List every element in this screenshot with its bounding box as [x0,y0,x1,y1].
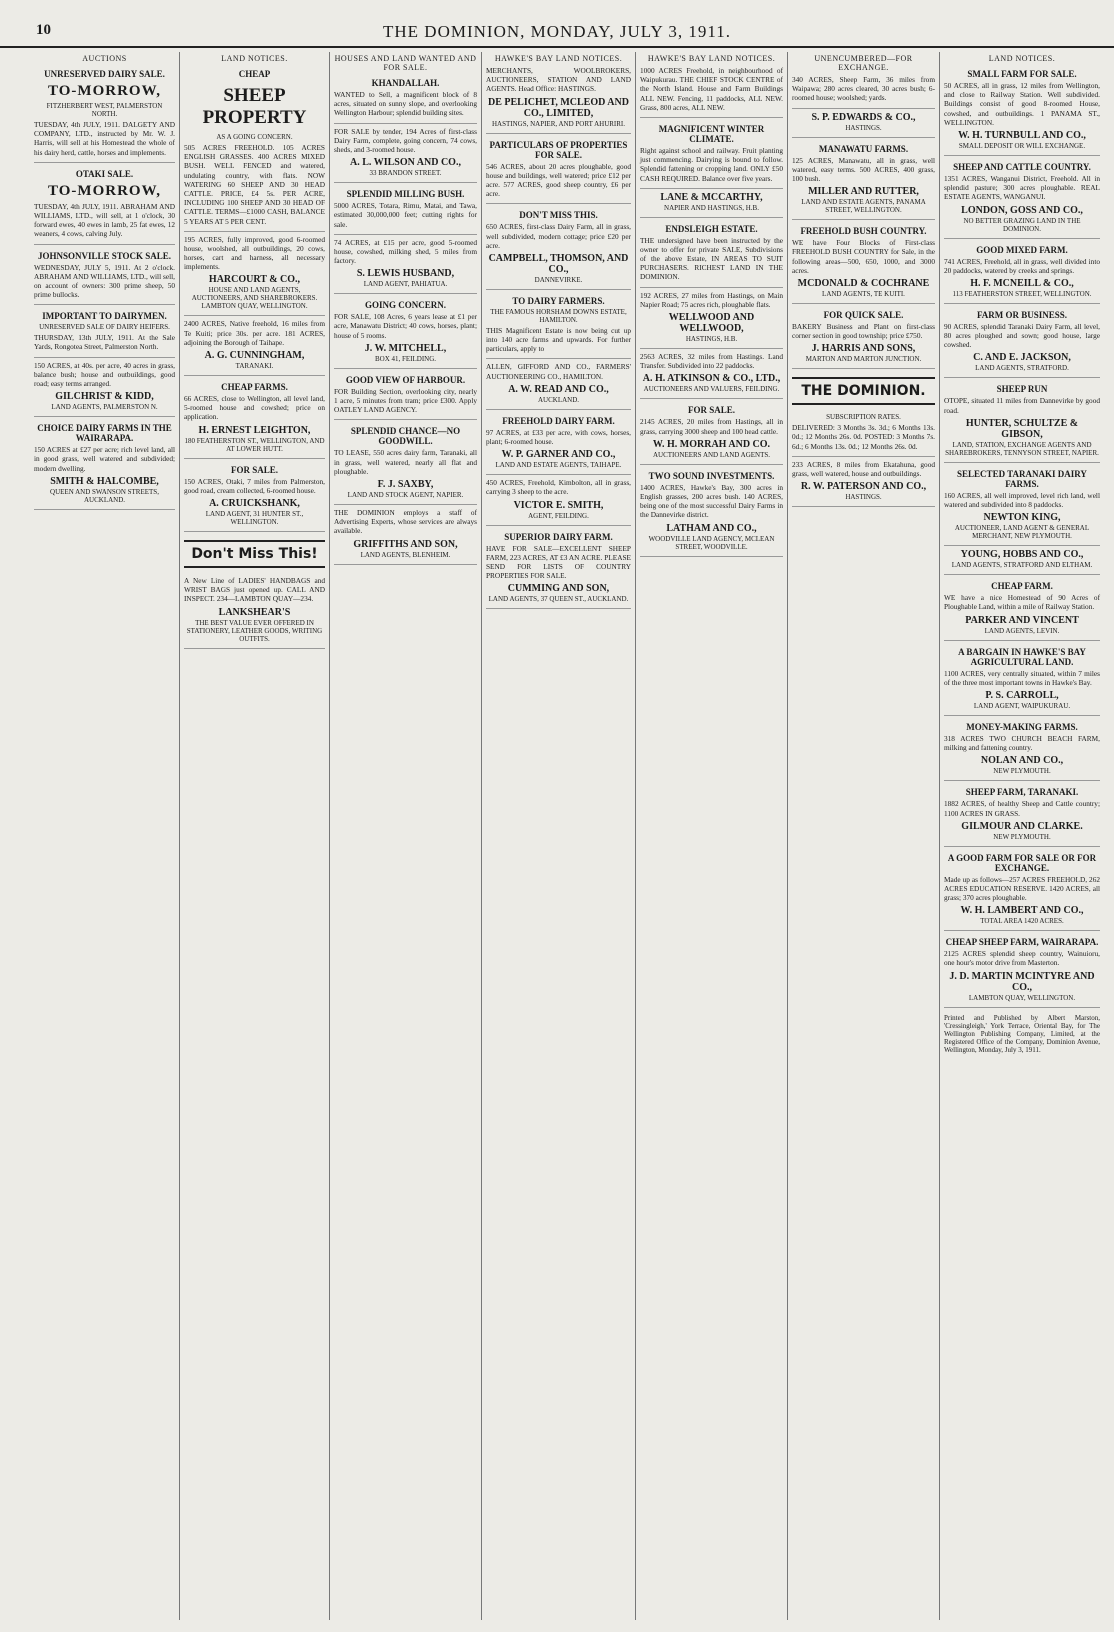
ad-heading: SPLENDID CHANCE—NO GOODWILL. [350,426,461,447]
ad-body-text: 150 ACRES, Otaki, 7 miles from Palmerston, good road, cream collected, 6-roomed house. [184,476,325,495]
ad-agent-address: NEW PLYMOUTH. [993,767,1051,776]
ad-body-text: 5000 ACRES, Totara, Rimu, Matai, and Tawa, estimated 30,000,000 feet; cutting rights for sale. [334,201,477,229]
advertisement [944,469,1100,546]
ad-heading: CHOICE DAIRY FARMS IN THE WAIRARAPA. [37,423,172,444]
ad-body-text: 1000 ACRES Freehold, in neighbourhood of Waipukurau. THE CHIEF STOCK CENTRE of the North Island. House and Farm Buildings ALL NEW. Fencing, 11 paddocks, ALL NEW. Grass, 800 acres, ALL NEW. [640,66,783,112]
ad-body-text: THURSDAY, 13th JULY, 1911. At the Sale Yards, Rongotea Street, Palmerston North. [34,333,175,352]
ad-agent-name: HUNTER, SCHULTZE & GIBSON, [965,417,1079,440]
advertisement [34,361,175,418]
ad-heading: FREEHOLD DAIRY FARM. [502,415,615,426]
ad-body-text: 505 ACRES FREEHOLD. 105 ACRES ENGLISH GRASSES. 400 ACRES MIXED BUSH. WELL FENCED and watered, undulating country, with flats. NOW WATERING 60 SHEEP AND 30 HEAD CATTLE. PRICE, £4 5s. PER ACRE, INCLUDING 100 SHEEP AND 30 HEAD OF CATTLE. TERMS—£1000 CASH, BALANCE 5 YEARS AT 5 PER CENT. [184,143,325,226]
advertisement [34,69,175,163]
ad-agent-name: C. AND E. JACKSON, [973,352,1071,364]
column-header: HOUSES AND LAND WANTED AND FOR SALE. [334,54,477,72]
ad-banner: Don't Miss This! [184,540,325,568]
advertisement [34,423,175,510]
ad-body-text: 546 ACRES, about 20 acres ploughable, good house and buildings, well watered; price £12 per acre. 577 ACRES, good sheep country, £6 per acre. [486,161,631,199]
ad-body-text: 2563 ACRES, 32 miles from Hastings. Land Transfer. Subdivided into 22 paddocks. [640,352,783,371]
advertisement [944,69,1100,156]
ad-display-title: SHEEP PROPERTY [202,85,307,128]
advertisement [34,251,175,306]
ad-heading: DON'T MISS THIS. [519,210,598,221]
ad-agent-name: A. L. WILSON AND CO., [350,157,461,169]
ad-agent-address: LAND AND ESTATE AGENTS, TAIHAPE. [495,461,622,470]
ad-agent-address: LAND AND ESTATE AGENTS, PANAMA STREET, WELLINGTON. [801,198,926,215]
advertisement [944,787,1100,846]
ad-body-text: 650 ACRES, first-class Dairy Farm, all in grass, well subdivided, modern cottage; price £20 per acre. [486,222,631,250]
ad-agent-name: MCDONALD & COCHRANE [797,277,930,289]
ad-agent-name: J. HARRIS AND SONS, [811,343,916,355]
ad-body-text: 2125 ACRES splendid sheep country, Wainuioru, one hour's motor drive from Masterton. [944,949,1100,968]
ad-agent-name: LATHAM AND CO., [666,522,757,534]
ad-heading: SMALL FARM FOR SALE. [967,69,1077,79]
ad-agent-name: W. H. MORRAH AND CO. [652,438,771,450]
ad-body-text: OTOPE, situated 11 miles from Dannevirke by good road. [944,396,1100,415]
ad-agent-address: LAND AGENTS, TE KUITI. [822,289,905,298]
ad-agent-name: NEWTON KING, [983,512,1061,524]
ad-subheading: FITZHERBERT WEST, PALMERSTON NORTH. [46,102,163,118]
ad-agent-name: W. H. LAMBERT AND CO., [960,905,1084,917]
advertisement [640,352,783,399]
advertisement [640,124,783,189]
ad-agent-address: LAND AGENTS, STRATFORD. [975,364,1069,373]
ad-agent-name: J. W. MITCHELL, [364,342,447,354]
advertisement [34,311,175,357]
ad-agent-address: AUCTIONEERS AND LAND AGENTS. [652,450,771,459]
ad-agent-name: GILCHRIST & KIDD, [55,391,154,403]
ad-agent-address: HASTINGS, NAPIER, AND PORT AHURIRI. [491,119,626,128]
ad-agent-name: P. S. CARROLL, [985,689,1059,701]
advertisement [944,722,1100,781]
ad-body-text: 1882 ACRES, of healthy Sheep and Cattle country; 1100 ACRES IN GRASS. [944,799,1100,818]
ad-agent-name: MILLER AND RUTTER, [808,186,919,198]
advertisement [486,296,631,360]
ad-body-text: TUESDAY, 4th JULY, 1911. DALGETY AND COMPANY, LTD., instructed by Mr. W. J. Harris, will sell at his Homestead the whole of his dairy herd, cattle, horses and implements. [34,120,175,157]
ad-heading: IMPORTANT TO DAIRYMEN. [42,311,167,322]
column-header: LAND NOTICES. [988,54,1056,63]
column-header: AUCTIONS [82,54,127,63]
ad-body-text: 2400 ACRES, Native freehold, 16 miles from Te Kuiti; price 30s. per acre. 181 ACRES, adjoining the Borough of Taihape. [184,319,325,347]
ad-heading: SELECTED TARANAKI DAIRY FARMS. [957,468,1087,489]
advertisement [944,937,1100,1007]
advertisement [184,382,325,459]
column-header: UNENCUMBERED—FOR EXCHANGE. [814,54,913,72]
ad-body-text: THE undersigned have been instructed by the owner to offer for private SALE, Subdivisions of the above Estate, IN AREAS TO SUIT PURCHASERS. RICHEST LAND IN THE DOMINION. [640,235,783,282]
ad-heading: TWO SOUND INVESTMENTS. [648,470,775,481]
advertisement [944,162,1100,239]
advertisement [334,300,477,369]
ad-body-text: 1351 ACRES, Wanganui District, Freehold. All in splendid pasture; 300 acres ploughable. REAL ESTATE AGENTS, WANGANUI. [944,173,1100,202]
ad-agent-address: LAND AGENT, PAHIATUA. [363,280,448,289]
ad-body-text: MERCHANTS, WOOLBROKERS, AUCTIONEERS, STATION AND LAND AGENTS. Head Office: HASTINGS. [486,66,631,94]
ad-agent-address: NEW PLYMOUTH. [993,832,1051,841]
advertisement [792,460,935,507]
ad-heading: PARTICULARS OF PROPERTIES FOR SALE. [489,139,628,160]
advertisement [34,169,175,245]
ad-agent-name: WELLWOOD AND WELLWOOD, [668,312,755,334]
ad-heading: OTAKI SALE. [75,168,134,179]
ad-heading: SHEEP RUN [996,384,1048,395]
ad-agent-name: A. CRUICKSHANK, [209,497,300,509]
advertisement [640,405,783,464]
ad-body-text: 192 ACRES, 27 miles from Hastings, on Main Napier Road; 75 acres rich, ploughable flats. [640,290,783,309]
ad-body-text: 195 ACRES, fully improved, good 6-roomed house, woolshed, all outbuildings, 20 cows, horses, cart and harness, all necessary implements. [184,234,325,272]
ad-heading: GOOD VIEW OF HARBOUR. [345,374,466,385]
advertisement [334,375,477,421]
ad-agent-address: DANNEVIRKE. [534,275,583,284]
advertisement [792,112,935,138]
ad-agent-name: LANE & MCCARTHY, [660,191,763,203]
ad-body-text: FOR SALE by tender, 194 Acres of first-class Dairy Farm, complete, going concern, 74 cows, sheds, and 3-roomed house. [334,126,477,154]
ad-agent-address: NO BETTER GRAZING LAND IN THE DOMINION. [963,216,1081,233]
ad-agent-name: A. G. CUNNINGHAM, [204,350,305,361]
ad-agent-name: CUMMING AND SON, [507,583,610,595]
ad-heading: CHEAP [238,69,271,79]
advertisement [486,140,631,205]
ad-agent-address: LAND, STATION, EXCHANGE AGENTS AND SHAREBROKERS, TENNYSON STREET, NAPIER. [945,440,1099,457]
ad-body-text: 150 ACRES at £27 per acre; rich level land, all in good grass, well watered and subdivided; modern dwelling. [34,445,175,473]
ad-heading: FOR SALE. [687,405,735,416]
advertisement [792,75,935,109]
ad-body-text: ALLEN, GIFFORD AND CO., FARMERS' AUCTIONEERING CO., HAMILTON. [486,362,631,381]
column-header: LAND NOTICES. [221,54,288,63]
ad-agent-address: TOTAL AREA 1420 ACRES. [980,917,1064,926]
ad-agent-address: TARANAKI. [235,362,274,370]
ad-agent-address: AUCTIONEERS AND VALUERS, FEILDING. [643,385,780,394]
ad-agent-address: WOODVILLE LAND AGENCY, MCLEAN STREET, WOODVILLE. [648,534,775,551]
ad-big-line: TO-MORROW, [48,83,161,99]
ad-subheading: SUBSCRIPTION RATES. [826,413,901,422]
ad-body-text: 450 ACRES, Freehold, Kimbolton, all in grass, carrying 3 sheep to the acre. [486,478,631,497]
ad-body-text: 1100 ACRES, very centrally situated, within 7 miles of the three most important towns in Hawke's Bay. [944,668,1100,687]
column-5 [636,52,788,1620]
column-1 [30,52,180,1620]
ad-heading: GOOD MIXED FARM. [976,244,1068,255]
column-header: HAWKE'S BAY LAND NOTICES. [494,54,623,63]
ad-body-text: FOR Building Section, overlooking city, nearly 1 acre, 5 minutes from tram; price £300. Apply OATLEY LAND AGENCY. [334,386,477,415]
ad-agent-address: HASTINGS. [845,493,882,502]
ad-agent-name: GILMOUR AND CLARKE. [961,820,1083,832]
ad-agent-address: BOX 41, FEILDING. [374,354,437,363]
ad-agent-address: LAND AGENT, 31 HUNTER ST., WELLINGTON. [205,509,304,526]
ad-body-text: FOR SALE, 108 Acres, 6 years lease at £1 per acre, Manawatu District; 40 cows, horses, plant; house of 5 rooms. [334,312,477,340]
column-4 [482,52,636,1620]
advertisement [486,66,631,134]
ad-agent-name: LONDON, GOSS AND CO., [961,204,1083,216]
advertisement [184,540,325,649]
ad-subheading: AS A GOING CONCERN. [216,133,293,141]
ad-body-text: 74 ACRES, at £15 per acre, good 5-roomed house, cowshed, milking shed, 5 miles from factory. [334,237,477,266]
ad-agent-address: LAMBTON QUAY, WELLINGTON. [968,993,1076,1002]
ad-heading: MANAWATU FARMS. [818,143,909,154]
ad-heading: SHEEP AND CATTLE COUNTRY. [953,161,1091,172]
ad-agent-name: YOUNG, HOBBS AND CO., [960,549,1084,561]
ad-agent-address: SMALL DEPOSIT OR WILL EXCHANGE. [958,141,1086,150]
advertisement [792,377,935,457]
column-6 [788,52,940,1620]
ad-agent-name: A. W. READ AND CO., [508,383,609,395]
ad-body-text: 318 ACRES TWO CHURCH BEACH FARM, milking and fattening country. [944,733,1100,753]
advertisement [486,362,631,409]
advertisement [334,508,477,565]
advertisement [944,549,1100,575]
ad-agent-address: 180 FEATHERSTON ST., WELLINGTON, AND AT LOWER HUTT. [184,436,325,453]
ad-heading: FOR SALE. [230,464,278,475]
ad-body-text: THE DOMINION employs a staff of Advertising Experts, whose services are always available. [334,507,477,536]
ad-heading: A GOOD FARM FOR SALE OR FOR EXCHANGE. [947,852,1097,873]
advertisement [944,245,1100,304]
advertisement [640,66,783,118]
advertisement [792,226,935,304]
ad-heading: MAGNIFICENT WINTER CLIMATE. [658,123,765,144]
ad-subheading: UNRESERVED SALE OF DAIRY HEIFERS. [39,323,170,332]
columns-container [30,52,1104,1622]
ad-body-text: 1400 ACRES, Hawke's Bay, 300 acres in English grasses, 200 acres bush. 140 ACRES, being one of the most successful Dairy Farms in the Dannevirke district. [640,482,783,520]
ad-body-text: 66 ACRES, close to Wellington, all level land, 5-roomed house and cowshed; price on application. [184,394,325,422]
advertisement [184,235,325,317]
ad-agent-address: THE BEST VALUE EVER OFFERED IN STATIONERY, LEATHER GOODS, WRITING OUTFITS. [186,618,323,643]
ad-body-text: TUESDAY, 4th JULY, 1911. ABRAHAM AND WILLIAMS, LTD., will sell, at 1 o'clock, 30 forward ewes, 40 ewes in lamb, 25 fat ewes, 12 weaners, 4 cows, calving July. [34,201,175,239]
ad-agent-name: GRIFFITHS AND SON, [353,538,458,550]
ad-heading: FARM OR BUSINESS. [976,309,1068,320]
ad-body-text: 90 ACRES, splendid Taranaki Dairy Farm, all level, 80 acres ploughed and sown; good house, large cowshed. [944,321,1100,350]
ad-body-text: Right against school and railway. Fruit planting just commencing. Dairying is bound to follow. Splendid fattening or cropping land. ONLY £50 CASH REQUIRED. Balance over five years. [640,145,783,183]
ad-body-text: 160 ACRES, all well improved, level rich land, well watered and subdivided into 8 paddocks. [944,490,1100,509]
advertisement [184,465,325,532]
ad-heading: ENDSLEIGH ESTATE. [665,223,758,234]
ad-agent-address: HOUSE AND LAND AGENTS, AUCTIONEERS, AND SHAREBROKERS. LAMBTON QUAY, WELLINGTON. [191,286,318,311]
advertisement [944,310,1100,379]
column-2 [180,52,330,1620]
ad-agent-name: LANKSHEAR'S [218,606,291,618]
ad-agent-address: AUCKLAND. [537,395,580,404]
ad-agent-name: S. LEWIS HUSBAND, [356,268,455,280]
imprint-footer: Printed and Published by Albert Marston, 'Cressingleigh,' York Terrace, Oriental Bay, for The Wellington Publishing Company, Limited, at the Registered Office of the Company, Dominion Avenue, Wellington, Monday, July 3, 1911. [944,1013,1100,1054]
advertisement [640,224,783,288]
ad-agent-name: CAMPBELL, THOMSON, AND CO., [488,252,629,275]
newspaper-title: THE DOMINION, MONDAY, JULY 3, 1911. [383,22,731,41]
ad-body-text: 233 ACRES, 8 miles from Ekatahuna, good grass, well watered, house and outbuildings. [792,459,935,478]
advertisement [334,127,477,184]
ad-agent-address: AGENT, FEILDING. [528,511,589,520]
ad-heading: KHANDALLAH. [371,78,440,88]
ad-agent-name: SMITH & HALCOMBE, [50,475,159,487]
ad-agent-address: LAND AND STOCK AGENT, NAPIER. [347,490,464,499]
ad-agent-name: VICTOR E. SMITH, [513,499,604,511]
ad-body-text: THIS Magnificent Estate is now being cut up into 140 acre farms and upwards. For further particulars, apply to [486,325,631,354]
ad-body-text: HAVE FOR SALE—EXCELLENT SHEEP FARM, 223 ACRES, AT £3 AN ACRE. PLEASE SEND FOR LISTS OF COUNTRY PROPERTIES FOR SALE. [486,543,631,581]
advertisement [184,69,325,232]
ad-body-text: 340 ACRES, Sheep Farm, 36 miles from Waipawa; 280 acres cleared, 30 acres bush; 6-roomed house; woolshed; yards. [792,75,935,103]
advertisement [792,144,935,221]
column-header: HAWKE'S BAY LAND NOTICES. [647,54,776,63]
ad-heading: CHEAP FARM. [991,581,1053,592]
ad-body-text: Made up as follows—257 ACRES FREEHOLD, 262 ACRES EDUCATION RESERVE. 1420 ACRES, all grass; 370 acres ploughable. [944,874,1100,903]
ad-heading: MONEY-MAKING FARMS. [966,721,1078,732]
ad-heading: SHEEP FARM, TARANAKI. [965,787,1079,798]
advertisement [486,210,631,290]
ad-body-text: BAKERY Business and Plant on first-class corner section in good township; price £750. [792,321,935,341]
ad-body-text: 50 ACRES, all in grass, 12 miles from Wellington, and close to Railway Station. Well subdivided. Buildings consist of good 8-roomed House, cowshed, and outbuildings. 1 PANAMA ST., WELLINGTON. [944,81,1100,127]
advertisement [334,238,477,295]
ad-agent-name: NOLAN AND CO., [980,755,1064,767]
ad-body-text: DELIVERED: 3 Months 3s. 3d.; 6 Months 13s. 0d.; 12 Months 26s. 0d. POSTED: 3 Months 7s. 6d.; 6 Months 13s. 0d.; 12 Months 26s. 0d. [792,423,935,451]
ad-heading: GOING CONCERN. [364,300,446,311]
advertisement [640,192,783,218]
advertisement [944,581,1100,640]
advertisement [486,532,631,610]
ad-heading: SPLENDID MILLING BUSH. [346,189,465,200]
ad-body-text: WE have a nice Homestead of 90 Acres of Ploughable Land, within a mile of Railway Station. [944,593,1100,612]
ad-agent-name: W. P. GARNER AND CO., [501,449,616,461]
advertisement [640,471,783,557]
ad-agent-address: LAND AGENTS, BLENHEIM. [360,550,451,559]
ad-big-line: TO-MORROW, [48,182,161,199]
advertisement [486,478,631,525]
ad-agent-name: F. J. SAXBY, [377,478,434,490]
ad-agent-address: HASTINGS. [845,123,882,132]
ad-agent-name: H. F. MCNEILL & CO., [970,277,1074,289]
ad-heading: FOR QUICK SALE. [823,309,904,320]
ad-agent-address: LAND AGENT, WAIPUKURAU. [973,701,1071,710]
ad-agent-address: QUEEN AND SWANSON STREETS, AUCKLAND. [50,487,159,504]
ad-agent-address: HASTINGS, H.B. [685,335,738,343]
column-7 [940,52,1104,1620]
ad-agent-address: 113 FEATHERSTON STREET, WELLINGTON. [952,289,1092,298]
advertisement [944,384,1100,462]
ad-agent-name: J. D. MARTIN MCINTYRE AND CO., [949,970,1095,993]
ad-heading: JOHNSONVILLE STOCK SALE. [37,250,172,261]
ad-agent-address: AUCTIONEER, LAND AGENT & GENERAL MERCHANT, NEW PLYMOUTH. [954,524,1090,541]
ad-heading: UNRESERVED DAIRY SALE. [44,69,165,79]
ad-agent-name: HARCOURT & CO., [208,274,301,286]
ad-heading: A BARGAIN IN HAWKE'S BAY AGRICULTURAL LAND. [958,646,1086,667]
page-number: 10 [36,22,51,38]
ad-agent-address: LAND AGENTS, PALMERSTON N. [51,403,158,412]
ad-agent-name: H. ERNEST LEIGHTON, [198,424,311,436]
ad-body-text: WE have Four Blocks of First-class FREEHOLD BUSH COUNTRY for Sale, in the following areas—500, 650, 1000, and 3000 acres. [792,238,935,275]
advertisement [944,647,1100,716]
ad-body-text: 125 ACRES, Manawatu, all in grass, well watered, easy terms. 500 ACRES, 400 grass, 100 bush. [792,155,935,183]
column-3 [330,52,482,1620]
ad-heading: SUPERIOR DAIRY FARM. [504,531,613,542]
ad-body-text: 741 ACRES, Freehold, all in grass, well divided into 20 paddocks, watered by creeks and springs. [944,256,1100,275]
ad-agent-name: A. H. ATKINSON & CO., LTD., [642,373,781,385]
ad-subheading: THE FAMOUS HORSHAM DOWNS ESTATE, HAMILTON. [490,307,627,324]
advertisement [640,291,783,349]
ad-body-text: 2145 ACRES, 20 miles from Hastings, all in grass, carrying 3000 sheep and 100 head cattle. [640,417,783,436]
ad-agent-address: LAND AGENTS, STRATFORD AND ELTHAM. [951,561,1093,570]
advertisement [334,426,477,505]
masthead [0,22,1114,48]
ad-agent-name: S. P. EDWARDS & CO., [811,111,916,123]
ad-heading: TO DAIRY FARMERS. [512,295,605,306]
advertisement [184,319,325,376]
ad-agent-address: NAPIER AND HASTINGS, H.B. [664,203,759,212]
advertisement [334,78,477,124]
ad-agent-name: PARKER AND VINCENT [965,614,1079,626]
ad-heading: CHEAP FARMS. [221,382,288,392]
ad-heading: FREEHOLD BUSH COUNTRY. [800,226,927,237]
ad-agent-address: LAND AGENTS, LEVIN. [984,626,1060,635]
ad-agent-address: MARTON AND MARTON JUNCTION. [805,355,922,364]
ad-agent-name: DE PELICHET, MCLEOD AND CO., LIMITED, [488,96,629,119]
advertisement [792,310,935,369]
ad-agent-address: 33 BRANDON STREET. [369,169,442,178]
ad-banner: THE DOMINION. [792,377,935,405]
advertisement [944,853,1100,932]
ad-body-text: 150 ACRES, at 40s. per acre, 40 acres in grass, balance bush; house and outbuildings, good road; easy terms arranged. [34,360,175,388]
ad-body-text: WANTED to Sell, a magnificent block of 8 acres, situated on sunny slope, and overlooking Wellington Harbour; splendid building sites. [334,90,477,118]
ad-agent-name: R. W. PATERSON AND CO., [800,481,927,493]
ad-body-text: 97 ACRES, at £33 per acre, with cows, horses, plant; 6-roomed house. [486,427,631,446]
ad-body-text: TO LEASE, 550 acres dairy farm, Taranaki, all in grass, well watered, nearly all flat and ploughable. [334,448,477,476]
ad-agent-name: W. H. TURNBULL AND CO., [958,129,1086,141]
ad-body-text: A New Line of LADIES' HANDBAGS and WRIST BAGS just opened up. CALL AND INSPECT. 234—LAMBTON QUAY—234. [184,575,325,604]
ad-heading: CHEAP SHEEP FARM, WAIRARAPA. [945,937,1099,948]
advertisement [486,416,631,475]
ad-agent-address: LAND AGENTS, 37 QUEEN ST., AUCKLAND. [488,595,629,604]
advertisement [334,189,477,235]
ad-body-text: WEDNESDAY, JULY 5, 1911. At 2 o'clock. ABRAHAM AND WILLIAMS, LTD., will sell, on account of owners: 300 prime sheep, 50 prime bullocks. [34,262,175,300]
